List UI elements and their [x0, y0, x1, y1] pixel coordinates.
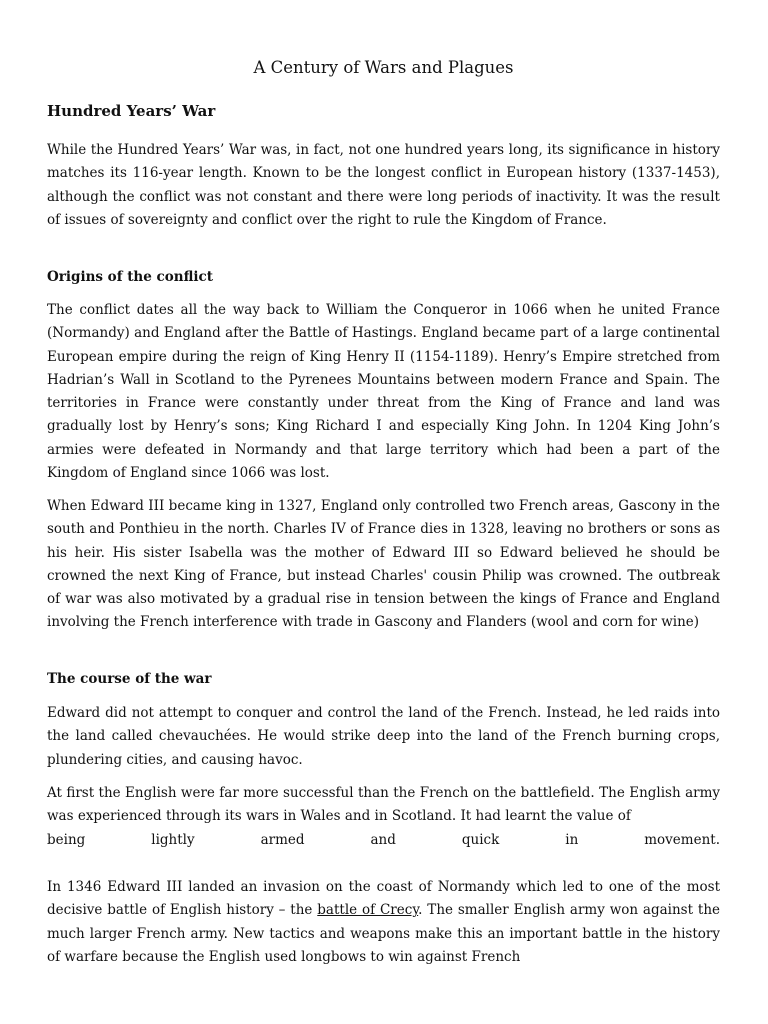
paragraph-course-2-text: At first the English were far more successful than the French on the battlefield. The English army was experienced through its wars in Wales and in Scotland. It had learnt the value of — [47, 785, 720, 825]
section-heading-course: The course of the war — [47, 671, 212, 687]
document-title: A Century of Wars and Plagues — [253, 58, 514, 77]
battle-of-crecy-link[interactable]: battle of Crecy — [317, 902, 419, 919]
paragraph-course-2 — [47, 782, 720, 852]
paragraph-course-3-text-before: In 1346 Edward III landed an invasion on the coast of Normandy which led to one of the most decisive battle of English history – the — [47, 879, 720, 919]
paragraph-intro: While the Hundred Years’ War was, in fact, not one hundred years long, its significance in history matches its 116-year length. Known to be the longest conflict in European history (1337-1453), although the conflict was not constant and there were long periods of inactivity. It was the result of issues of sovereignty and conflict over the right to rule the Kingdom of France. — [47, 142, 720, 228]
section-heading-hundred-years-war: Hundred Years’ War — [47, 102, 216, 120]
paragraph-origins-1: The conflict dates all the way back to William the Conqueror in 1066 when he united France (Normandy) and England after the Battle of Hastings. England became part of a large continental European empire during the reign of King Henry II (1154-1189). Henry’s Empire stretched from Hadrian’s Wall in Scotland to the Pyrenees Mountains between modern France and Spain. The territories in France were constantly under threat from the King of France and land was gradually lost by Henry’s sons; King Richard I and especially King John. In 1204 King John’s armies were defeated in Normandy and that large territory which had been a part of the Kingdom of England since 1066 was lost. — [47, 302, 720, 482]
paragraph-course-1: Edward did not attempt to conquer and control the land of the French. Instead, he led raids into the land called chevauchées. He would strike deep into the land of the French burning crops, plundering cities, and causing havoc. — [47, 705, 720, 768]
section-heading-origins: Origins of the conflict — [47, 269, 213, 285]
paragraph-course-3 — [47, 876, 720, 969]
paragraph-origins-2: When Edward III became king in 1327, England only controlled two French areas, Gascony in the south and Ponthieu in the north. Charles IV of France dies in 1328, leaving no brothers or sons as his heir. His sister Isabella was the mother of Edward III so Edward believed he should be crowned the next King of France, but instead Charles' cousin Philip was crowned. The outbreak of war was also motivated by a gradual rise in tension between the kings of France and England involving the French interference with trade in Gascony and Flanders (wool and corn for wine) — [47, 498, 720, 631]
paragraph-course-3-text-after: . The smaller English army won against the much larger French army. New tactics and weapons make this an important battle in the history of warfare because the English used longbows to win against French — [47, 902, 721, 965]
paragraph-course-2-last-line: being lightly armed and quick in movement. — [47, 831, 720, 848]
